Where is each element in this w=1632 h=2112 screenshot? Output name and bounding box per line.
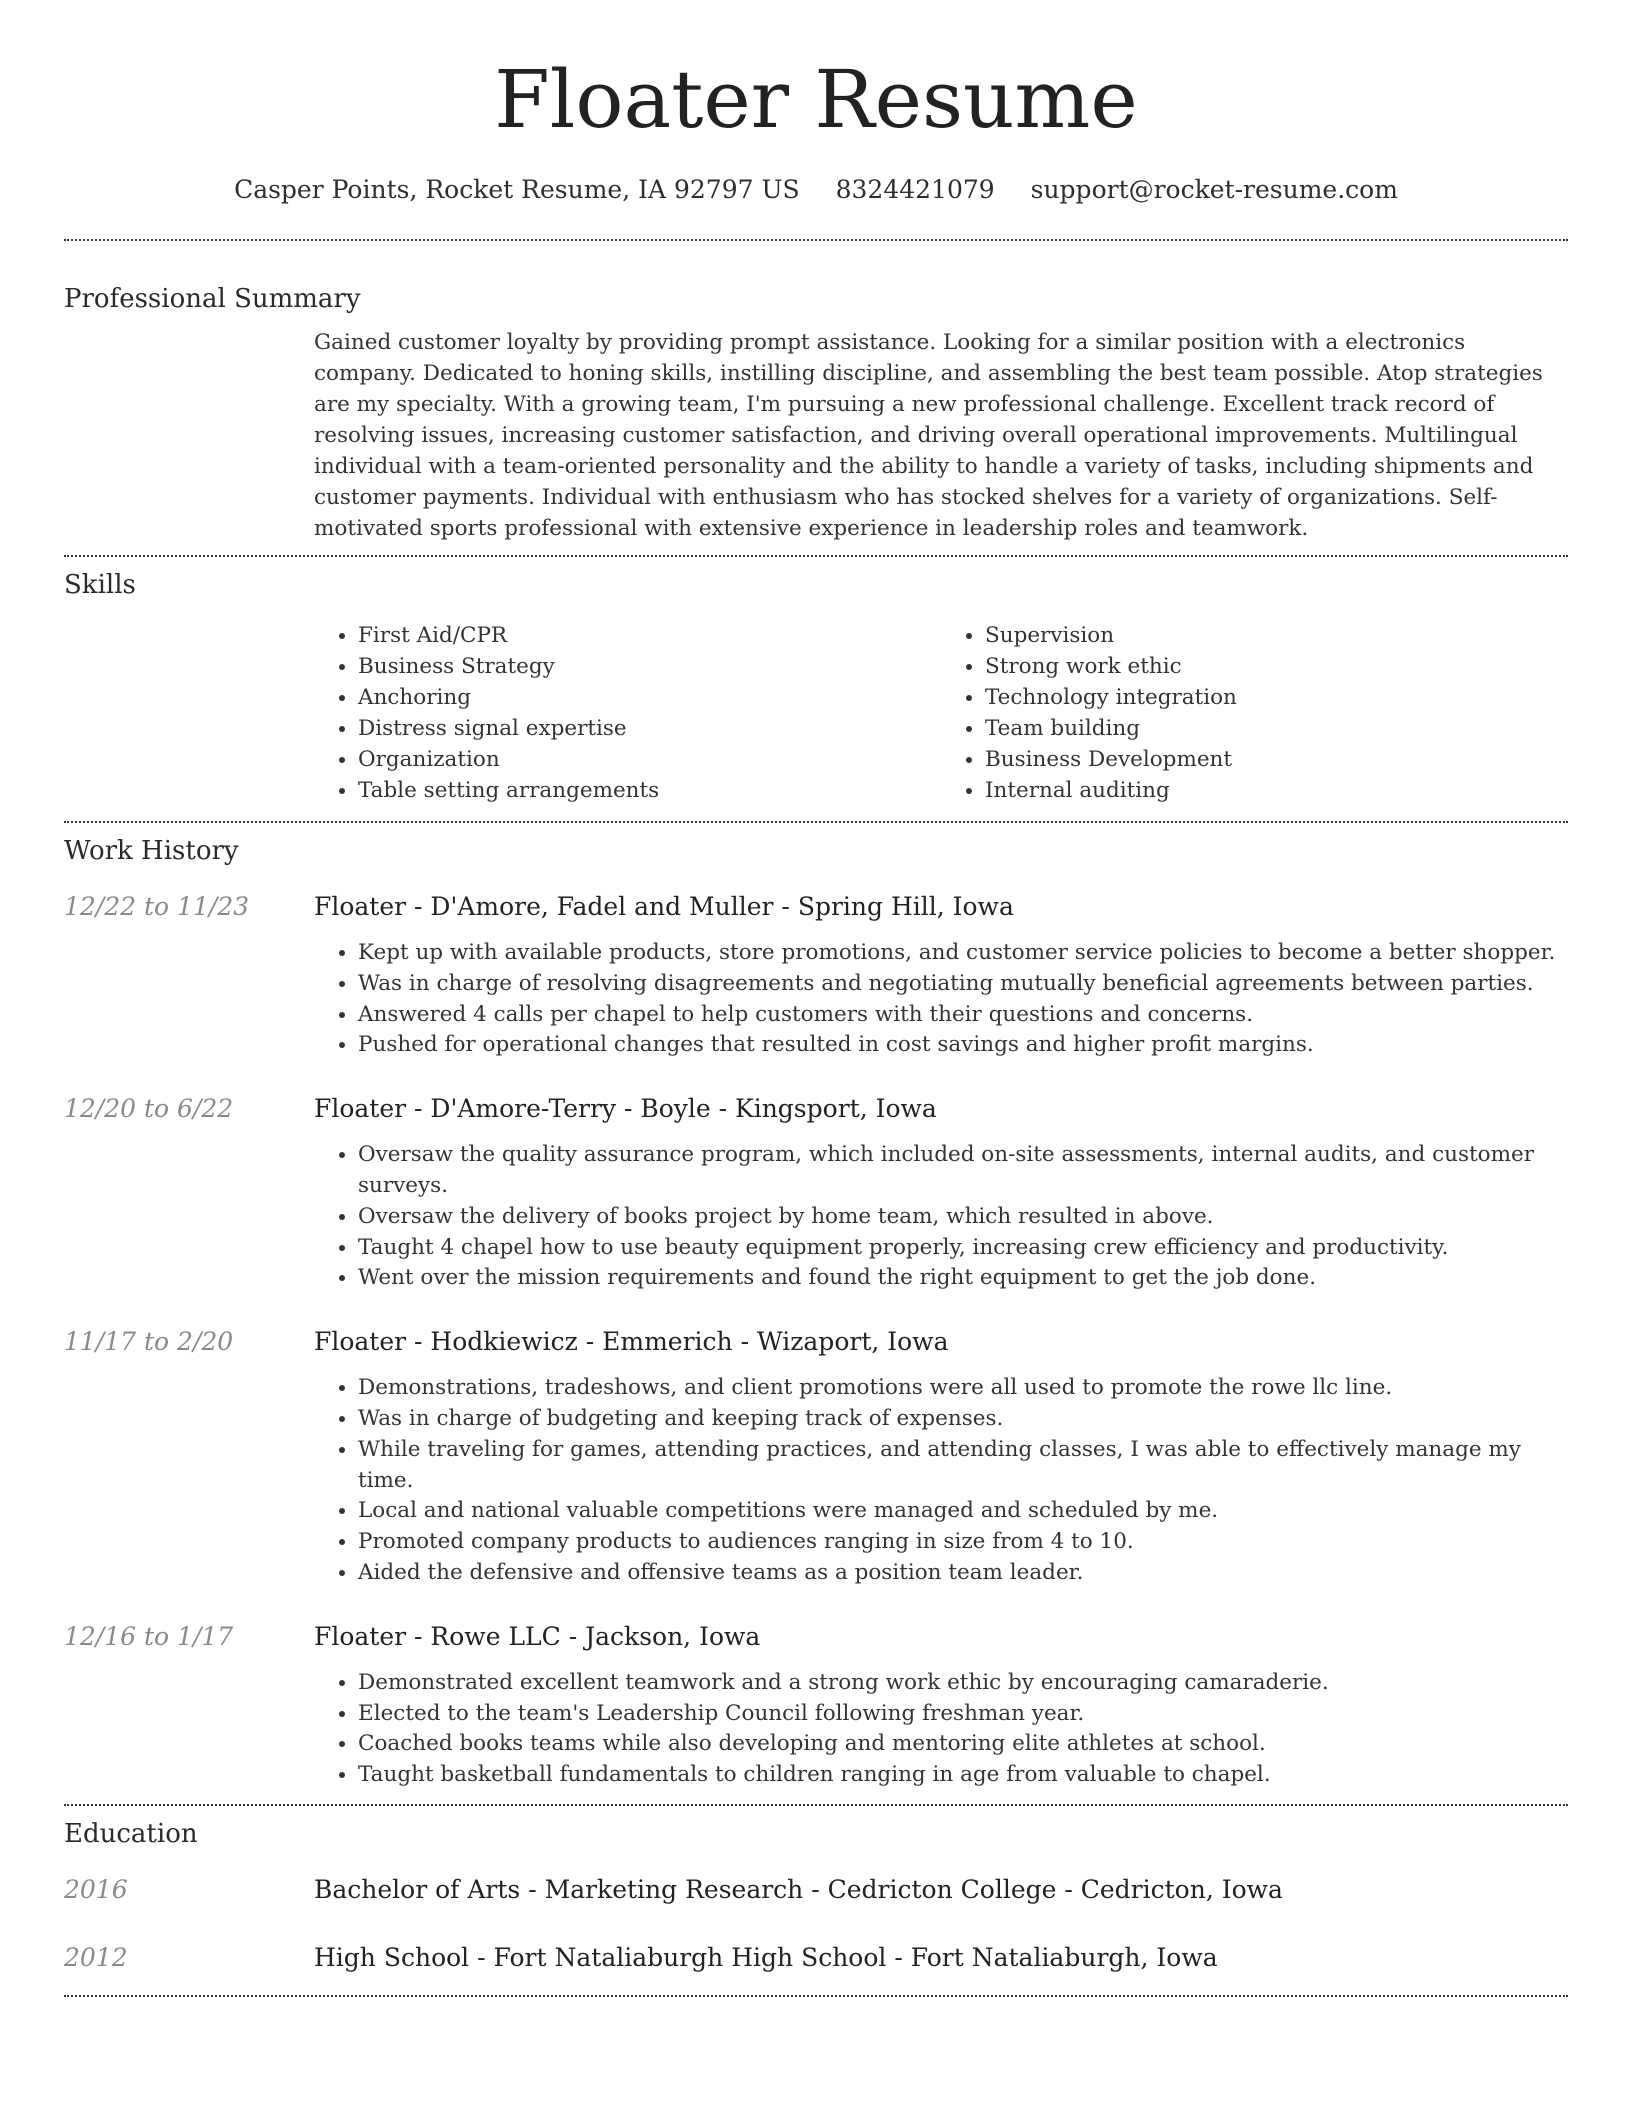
resume-page (64, 0, 1568, 1997)
skill-item: • Strong work ethic (985, 651, 1568, 682)
job-bullet: • Was in charge of budgeting and keeping track of expenses. (358, 1404, 1568, 1435)
skill-item: • Team building (985, 713, 1568, 744)
summary-heading: Professional Summary (64, 284, 361, 314)
job-bullet: • Local and national valuable competitions were managed and scheduled by me. (358, 1496, 1568, 1527)
skill-item: • First Aid/CPR (358, 620, 941, 651)
skill-item: • Anchoring (358, 682, 941, 713)
job-entry (64, 1325, 1568, 1589)
work-heading: Work History (64, 836, 239, 866)
education-entry (64, 1873, 1568, 1907)
divider (64, 821, 1568, 823)
contact-address: Casper Points, Rocket Resume, IA 92797 US (234, 175, 800, 204)
job-bullet: • Kept up with available products, store promotions, and customer service policies to become a better shopper. (358, 938, 1568, 969)
divider (64, 1804, 1568, 1806)
job-bullet: • Aided the defensive and offensive teams as a position team leader. (358, 1558, 1568, 1589)
job-bullets (314, 1373, 1568, 1589)
job-bullet: • Was in charge of resolving disagreements and negotiating mutually beneficial agreements between parties. (358, 969, 1568, 1000)
job-entry (64, 890, 1568, 1061)
skill-item: • Distress signal expertise (358, 713, 941, 744)
job-bullet: • Taught basketball fundamentals to children ranging in age from valuable to chapel. (358, 1760, 1568, 1791)
job-dates: 12/20 to 6/22 (64, 1094, 234, 1124)
job-dates: 12/22 to 11/23 (64, 892, 250, 921)
job-title: Floater - Hodkiewicz - Emmerich - Wizaport, Iowa (314, 1327, 949, 1357)
contact-email: support@rocket-resume.com (1030, 175, 1398, 204)
job-entry (64, 1092, 1568, 1294)
skills-column-right (941, 620, 1568, 806)
summary-text: Gained customer loyalty by providing prompt assistance. Looking for a similar position with a electronics company. Dedicated to honing skills, instilling discipline, and assembling the best team possible. Atop strategies are my specialty. With a growing team, I'm pursuing a new professional challenge. Excellent track record of resolving issues, increasing customer satisfaction, and driving overall operational improvements. Multilingual individual with a team-oriented personality and the ability to handle a variety of tasks, including shipments and customer payments. Individual with enthusiasm who has stocked shelves for a variety of organizations. Self-motivated sports professional with extensive experience in leadership roles and teamwork. (314, 330, 1543, 541)
job-bullet: • Answered 4 calls per chapel to help customers with their questions and concerns. (358, 1000, 1568, 1031)
resume-name: Floater Resume (494, 53, 1138, 146)
contact-line (64, 174, 1568, 206)
job-title: Floater - D'Amore, Fadel and Muller - Spring Hill, Iowa (314, 892, 1014, 921)
skill-item: • Technology integration (985, 682, 1568, 713)
job-bullets (314, 1140, 1568, 1294)
divider (64, 1995, 1568, 1997)
job-title: Floater - Rowe LLC - Jackson, Iowa (314, 1621, 761, 1651)
education-heading: Education (64, 1818, 198, 1849)
skill-item: • Organization (358, 744, 941, 775)
job-bullet: • Oversaw the delivery of books project by home team, which resulted in above. (358, 1202, 1568, 1233)
contact-phone: 8324421079 (835, 175, 995, 204)
job-bullets (314, 938, 1568, 1061)
skills-heading: Skills (64, 570, 136, 600)
job-bullet: • While traveling for games, attending practices, and attending classes, I was able to effectively manage my time. (358, 1435, 1568, 1497)
skill-item: • Internal auditing (985, 775, 1568, 806)
education-year: 2012 (64, 1942, 128, 1972)
job-title: Floater - D'Amore-Terry - Boyle - Kingsport, Iowa (314, 1094, 937, 1124)
skill-item: • Business Development (985, 744, 1568, 775)
education-title: High School - Fort Nataliaburgh High School - Fort Nataliaburgh, Iowa (314, 1942, 1218, 1972)
skill-item: • Business Strategy (358, 651, 941, 682)
job-bullet: • Coached books teams while also developing and mentoring elite athletes at school. (358, 1729, 1568, 1760)
job-bullet: • Demonstrated excellent teamwork and a strong work ethic by encouraging camaraderie. (358, 1668, 1568, 1699)
job-bullet: • Elected to the team's Leadership Council following freshman year. (358, 1699, 1568, 1730)
job-bullet: • Went over the mission requirements and found the right equipment to get the job done. (358, 1263, 1568, 1294)
job-bullet: • Pushed for operational changes that resulted in cost savings and higher profit margins. (358, 1030, 1568, 1061)
skill-item: • Table setting arrangements (358, 775, 941, 806)
divider (64, 555, 1568, 557)
skills-list (314, 620, 1568, 806)
skills-column-left (314, 620, 941, 806)
job-bullet: • Demonstrations, tradeshows, and client promotions were all used to promote the rowe llc line. (358, 1373, 1568, 1404)
divider (64, 239, 1568, 241)
job-entry (64, 1620, 1568, 1791)
job-dates: 12/16 to 1/17 (64, 1621, 234, 1651)
education-title: Bachelor of Arts - Marketing Research - Cedricton College - Cedricton, Iowa (314, 1874, 1283, 1904)
job-bullet: • Oversaw the quality assurance program, which included on-site assessments, internal audits, and customer surveys. (358, 1140, 1568, 1202)
job-bullet: • Taught 4 chapel how to use beauty equipment properly, increasing crew efficiency and productivity. (358, 1233, 1568, 1264)
skill-item: • Supervision (985, 620, 1568, 651)
education-year: 2016 (64, 1874, 128, 1904)
job-bullets (314, 1668, 1568, 1791)
job-dates: 11/17 to 2/20 (64, 1327, 234, 1357)
job-bullet: • Promoted company products to audiences ranging in size from 4 to 10. (358, 1527, 1568, 1558)
education-entry (64, 1941, 1568, 1975)
